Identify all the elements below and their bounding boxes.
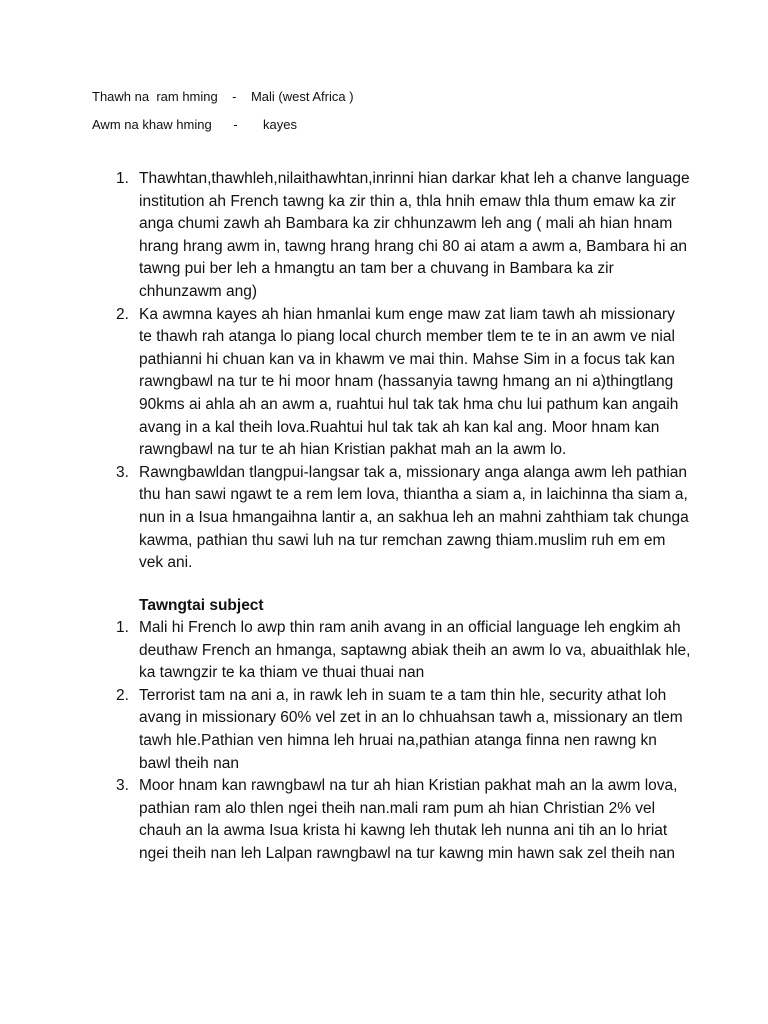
list-item-number: 2.: [116, 686, 129, 704]
list-item: [92, 462, 692, 575]
list-item-number: 3.: [116, 463, 129, 481]
list-item-text: Ka awmna kayes ah hian hmanlai kum enge maw zat liam tawh ah missionary te thawh rah atanga lo piang local church member tlem te te in an awm ve nial pathianni hi chuan kan va in khawm ve mai thin. Mahse Sim in a focus tak kan rawngbawl na tur te hi moor hnam (hassanyia tawng hmang an ni a)thingtlang 90kms ai ahla ah an awm a, ruahtui hul tak tak hma chu lui pathum kan angaih avang in a kal theih lova.Ruahtui hul tak tak ah kan kal ang. Moor hnam kan rawngbawl na tur te ah hian Kristian pakhat mah an la awm lo.: [139, 305, 679, 459]
list-item-number: 1.: [116, 619, 129, 636]
prayer-subject-heading: Tawngtai subject: [139, 597, 264, 614]
list-item-text: Rawngbawldan tlangpui-langsar tak a, missionary anga alanga awm leh pathian thu han sawi ngawt te a rem lem lova, thiantha a siam a, in laichinna tha siam a, nun in a Isua hmangaihna lantir a, an sakhua leh an mahni zahthiam tak chunga kawma, pathian thu sawi luh na tur remchan zawng thiam.muslim ruh em em vek ani.: [139, 463, 689, 572]
list-item: [92, 775, 692, 865]
list-item-number: 3.: [116, 777, 129, 795]
list-item: [92, 304, 692, 462]
list-item-number: 2.: [116, 305, 129, 323]
list-item-text: Terrorist tam na ani a, in rawk leh in suam te a tam thin hle, security athat loh avang in missionary 60% vel zet in an lo chhuahsan tawh a, missionary an tlem tawh hle.Pathian ven himna leh hruai na,pathian atanga finna nen rawng kn bawl theih nan: [139, 686, 683, 772]
list-item: [92, 685, 692, 775]
header-country-line: Thawh na ram hming - Mali (west Africa ): [92, 89, 354, 104]
list-item: [92, 168, 692, 304]
list-item-text: Moor hnam kan rawngbawl na tur ah hian Kristian pakhat mah an la awm lova, pathian ram alo thlen ngei theih nan.mali ram pum ah hian Christian 2% vel chauh an la awma Isua krista hi kawng leh thutak leh nunna ani tih an lo hriat ngei theih nan leh Lalpan rawngbawl na tur kawng min hawn sak zel theih nan: [139, 777, 678, 862]
list-item-text: Mali hi French lo awp thin ram anih avang in an official language leh engkim ah deuthaw French an hmanga, saptawng abiak theih an awm lo va, abuaithlak hle, ka tawngzir te ka thiam ve thuai thuai nan: [139, 619, 691, 682]
list-item: [92, 617, 692, 685]
header-town-line: Awm na khaw hming - kayes: [92, 117, 297, 132]
list-item-number: 1.: [116, 170, 129, 187]
list-item-text: Thawhtan,thawhleh,nilaithawhtan,inrinni hian darkar khat leh a chanve language institution ah French tawng ka zir thin a, thla hnih emaw thla thum emaw ka zir anga chumi zawh ah Bambara ka zir chhunzawm leh ang ( mali ah hian hnam hrang hrang awm in, tawng hrang hrang chi 80 ai atam a awm a, Bambara hi an tawng pui ber leh a hmangtu an tam ber a chuvang in Bambara ka zir chhunzawm ang): [139, 170, 690, 300]
prayer-subject-list: [92, 617, 692, 866]
work-description-list: [92, 168, 692, 575]
